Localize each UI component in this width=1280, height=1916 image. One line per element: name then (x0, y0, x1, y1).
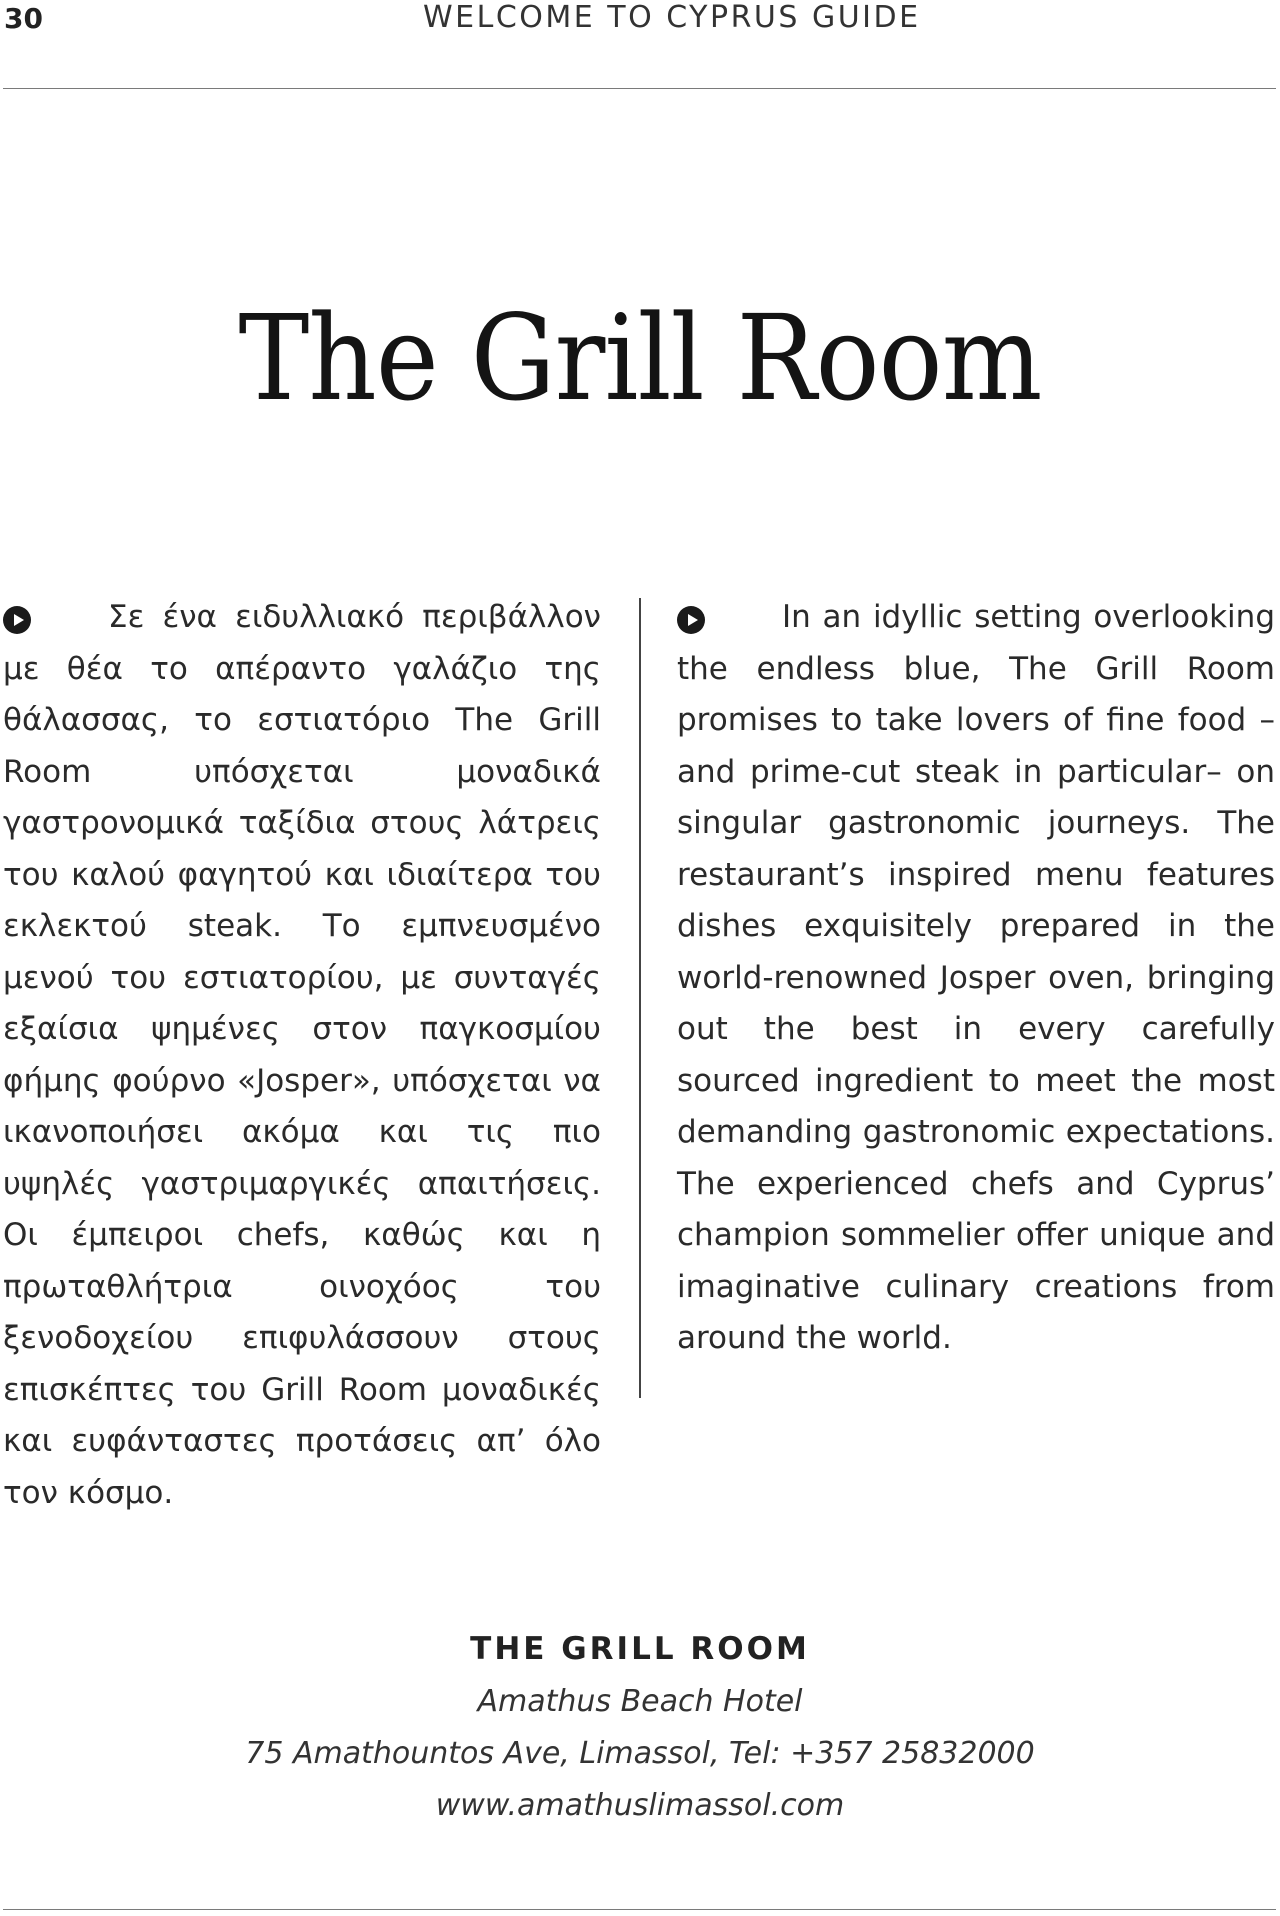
address-phone: 75 Amathountos Ave, Limassol, Tel: +357 25832000 (245, 1736, 1035, 1771)
contact-block (0, 1622, 1280, 1832)
running-header: WELCOME TO CYPRUS GUIDE (423, 0, 921, 35)
english-column (677, 592, 1275, 1365)
page-number: 30 (4, 2, 43, 35)
greek-paragraph: Σε ένα ειδυλλιακό περιβάλλον με θέα το απέραντο γαλάζιο της θάλασσας, το εστιατόριο The Grill Room υπόσχεται μοναδικά γαστρονομικά ταξίδια στους λάτρεις του καλού φαγητού και ιδιαίτερα του εκλεκτού steak. Το εμπνευσμένο μενού του εστιατορίου, με συνταγές εξαίσια ψημένες στον παγκοσμίου φήμης φούρνο «Josper», υπόσχεται να ικανοποιήσει ακόμα και τις πιο υψηλές γαστριμαργικές απαιτήσεις. Οι έμπειροι chefs, καθώς και η πρωταθλήτρια οινοχόος του ξενοδοχείου επιφυλάσσουν στους επισκέπτες του Grill Room μοναδικές και ευφάνταστες προτάσεις απ’ όλο τον κόσμο. (3, 599, 601, 1511)
hotel-name: Amathus Beach Hotel (477, 1684, 803, 1719)
website-link[interactable]: www.amathuslimassol.com (435, 1788, 845, 1823)
top-rule (3, 88, 1276, 89)
article-title: The Grill Room (238, 289, 1042, 427)
play-bullet-icon (677, 606, 705, 634)
greek-column (3, 592, 601, 1519)
bottom-rule (3, 1909, 1276, 1910)
restaurant-name: THE GRILL ROOM (470, 1631, 810, 1667)
column-divider (639, 598, 641, 1398)
english-paragraph: In an idyllic setting overlooking the endless blue, The Grill Room promises to take lovers of fine food –and prime-cut steak in particular– on singular gastronomic journeys. The restaurant’s inspired menu features dishes exquisitely prepared in the world-renowned Josper oven, bringing out the best in every carefully sourced ingredient to meet the most demanding gastronomic expectations. The experienced chefs and Cyprus’ champion sommelier offer unique and imaginative culinary creations from around the world. (677, 599, 1275, 1356)
play-bullet-icon (3, 606, 31, 634)
